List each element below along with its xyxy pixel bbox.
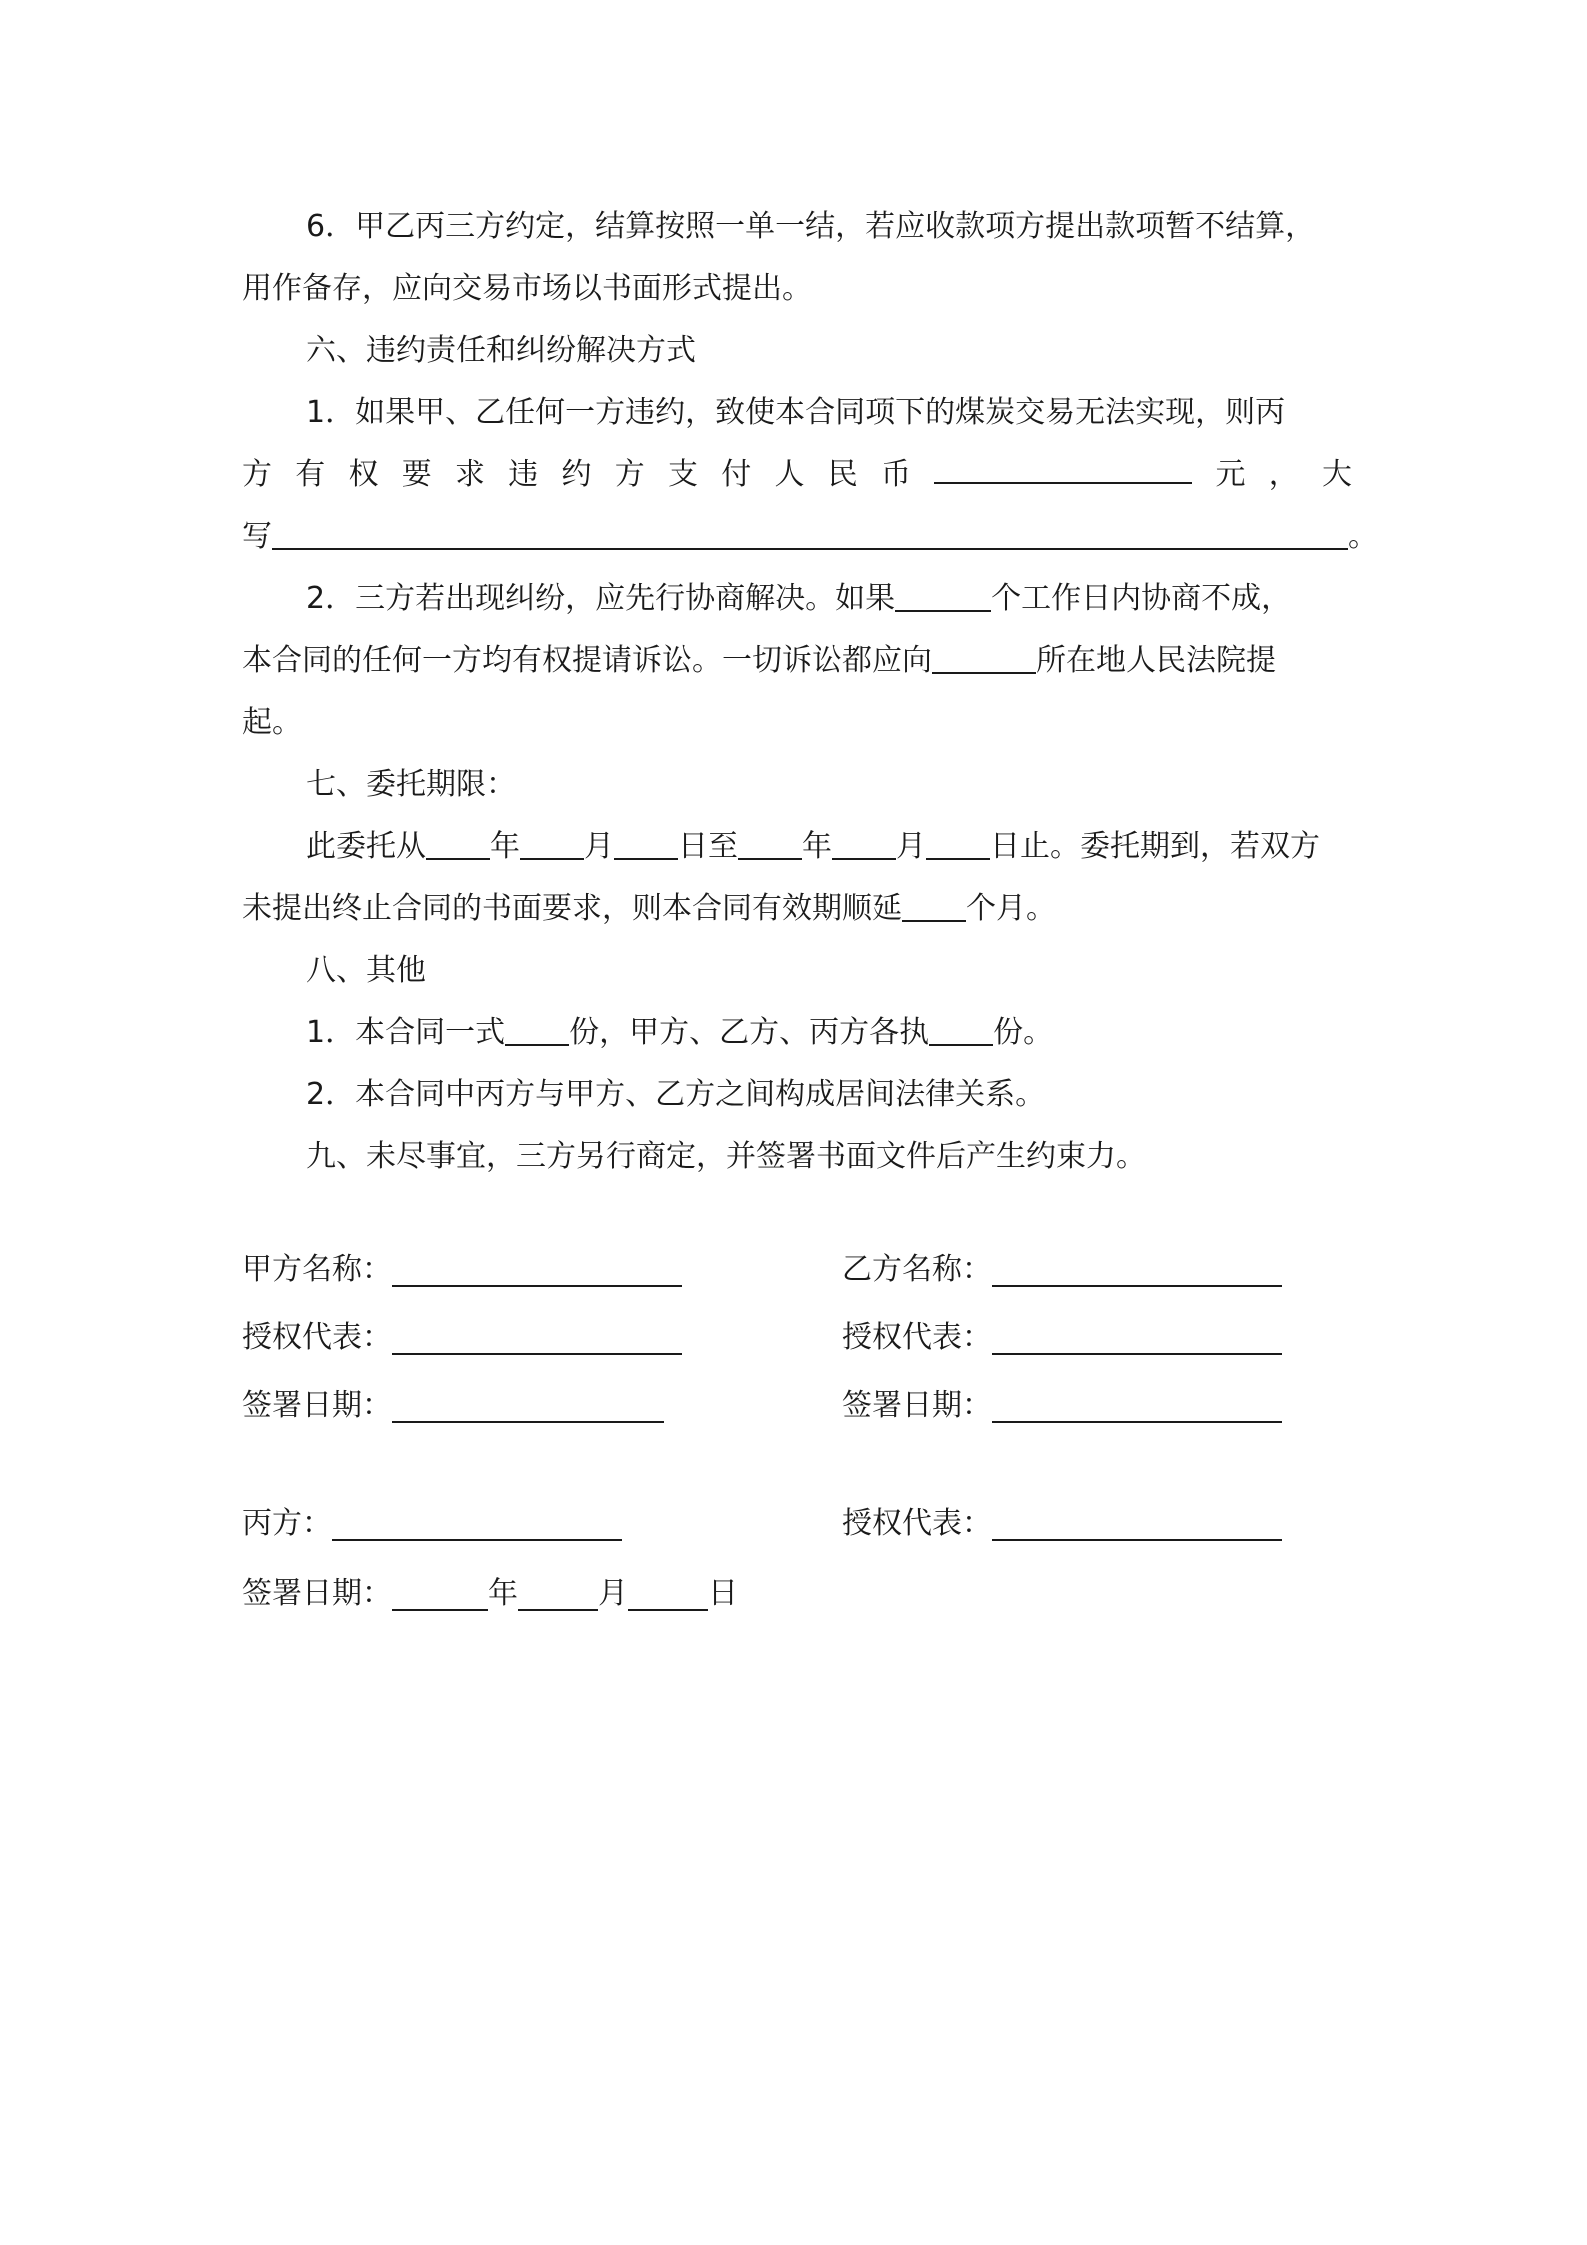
party-c-row — [242, 1502, 622, 1546]
section-7-text-renew: 未提出终止合同的书面要求，则本合同有效期顺延 — [242, 891, 902, 926]
start-month-blank[interactable] — [520, 822, 584, 860]
section-8-heading — [242, 940, 1352, 1002]
month-label: 月 — [896, 829, 926, 864]
spaced-char: 要 — [401, 457, 432, 492]
section-7-heading-text: 七、委托期限： — [306, 767, 516, 802]
para-6-line-1 — [242, 196, 1352, 258]
spaced-char: 人 — [774, 457, 805, 492]
party-c-month-blank[interactable] — [518, 1575, 598, 1611]
section-8-2 — [242, 1064, 1352, 1126]
section-7-line-2 — [242, 878, 1352, 940]
copies-total-blank[interactable] — [505, 1008, 569, 1046]
party-b-name-row — [842, 1248, 1282, 1292]
section-6-1-text: 1．如果甲、乙任何一方违约，致使本合同项下的煤炭交易无法实现，则丙 — [306, 395, 1286, 430]
para-6-line-2 — [242, 258, 1352, 320]
end-month-blank[interactable] — [832, 822, 896, 860]
spaced-char: 付 — [721, 457, 752, 492]
section-6-1-line-2 — [242, 444, 1352, 506]
spaced-char: 民 — [827, 457, 858, 492]
spaced-char: 有 — [295, 457, 326, 492]
daxie-label: 大 — [1322, 457, 1352, 492]
year-label: 年 — [802, 829, 832, 864]
section-7-heading — [242, 754, 1352, 816]
party-b-rep-label: 授权代表： — [842, 1320, 992, 1355]
working-days-blank[interactable] — [895, 574, 991, 612]
section-6-2-text-c: 本合同的任何一方均有权提请诉讼。一切诉讼都应向 — [242, 643, 932, 678]
section-6-2-line-1 — [242, 568, 1352, 630]
party-b-date-label: 签署日期： — [842, 1388, 992, 1423]
party-a-rep-label: 授权代表： — [242, 1320, 392, 1355]
section-6-2-text-a: 2．三方若出现纠纷，应先行协商解决。如果 — [306, 581, 896, 616]
party-a-name-blank[interactable] — [392, 1251, 682, 1287]
section-6-1-line-3 — [242, 506, 1378, 568]
start-day-blank[interactable] — [614, 822, 678, 860]
party-a-date-label: 签署日期： — [242, 1388, 392, 1423]
section-6-2-line-2 — [242, 630, 1352, 692]
section-6-heading-text: 六、违约责任和纠纷解决方式 — [306, 333, 696, 368]
party-b-date-blank[interactable] — [992, 1387, 1282, 1423]
party-c-rep-row — [842, 1502, 1282, 1546]
spaced-char: 币 — [881, 457, 911, 492]
yuan-label: 元 — [1215, 457, 1246, 492]
party-b-name-blank[interactable] — [992, 1251, 1282, 1287]
period: 。 — [1348, 519, 1378, 554]
year-label: 年 — [488, 1576, 518, 1611]
year-label: 年 — [490, 829, 520, 864]
para-6-text: 6．甲乙丙三方约定，结算按照一单一结，若应收款项方提出款项暂不结算， — [306, 209, 1316, 244]
spaced-char: 方 — [614, 457, 645, 492]
party-c-year-blank[interactable] — [392, 1575, 488, 1611]
end-day-blank[interactable] — [926, 822, 990, 860]
section-7-text-end: 日止。委托期到，若双方 — [990, 829, 1320, 864]
section-9-text: 九、未尽事宜，三方另行商定，并签署书面文件后产生约束力。 — [306, 1139, 1146, 1174]
para-6-text-cont: 用作备存，应向交易市场以书面形式提出。 — [242, 271, 812, 306]
section-8-1-text-a: 1．本合同一式 — [306, 1015, 506, 1050]
party-a-date-blank[interactable] — [392, 1387, 664, 1423]
xie-label: 写 — [242, 519, 272, 554]
section-7-line-1 — [242, 816, 1352, 878]
section-6-1-line-1 — [242, 382, 1352, 444]
section-7-text-a: 此委托从 — [306, 829, 426, 864]
section-6-heading — [242, 320, 1352, 382]
party-b-rep-blank[interactable] — [992, 1319, 1282, 1355]
spaced-char: 方 — [242, 457, 272, 492]
section-8-2-text: 2．本合同中丙方与甲方、乙方之间构成居间法律关系。 — [306, 1077, 1046, 1112]
party-c-rep-label: 授权代表： — [842, 1506, 992, 1541]
spaced-char: 违 — [508, 457, 539, 492]
penalty-amount-blank[interactable] — [934, 446, 1192, 484]
court-location-blank[interactable] — [932, 636, 1036, 674]
end-year-blank[interactable] — [738, 822, 802, 860]
section-8-1-text-b: 份，甲方、乙方、丙方各执 — [569, 1015, 930, 1050]
spaced-char: 权 — [348, 457, 379, 492]
party-c-blank[interactable] — [332, 1505, 622, 1541]
section-8-heading-text: 八、其他 — [306, 953, 426, 988]
month-label: 月 — [584, 829, 614, 864]
party-a-name-label: 甲方名称： — [242, 1252, 392, 1287]
party-b-date-row — [842, 1384, 1282, 1428]
party-a-date-row — [242, 1384, 664, 1428]
section-9 — [242, 1126, 1352, 1188]
spaced-char: 求 — [455, 457, 485, 492]
day-to-label: 日至 — [678, 829, 738, 864]
party-c-rep-blank[interactable] — [992, 1505, 1282, 1541]
penalty-amount-words-blank[interactable] — [272, 512, 1348, 550]
renewal-months-blank[interactable] — [902, 884, 966, 922]
party-b-name-label: 乙方名称： — [842, 1252, 992, 1287]
section-6-2-text-e: 起。 — [242, 705, 302, 740]
section-8-1-text-c: 份。 — [993, 1015, 1054, 1050]
start-year-blank[interactable] — [426, 822, 490, 860]
party-a-name-row — [242, 1248, 682, 1292]
party-a-rep-row — [242, 1316, 682, 1360]
section-6-2-text-b: 个工作日内协商不成， — [991, 581, 1292, 616]
party-c-day-blank[interactable] — [628, 1575, 708, 1611]
section-6-2-line-3 — [242, 692, 1352, 754]
months-label: 个月。 — [966, 891, 1056, 926]
contract-page — [242, 196, 1378, 1188]
section-8-1 — [242, 1002, 1352, 1064]
spaced-char: 支 — [668, 457, 698, 492]
party-c-label: 丙方： — [242, 1506, 332, 1541]
day-label: 日 — [708, 1576, 738, 1611]
party-c-date-label: 签署日期： — [242, 1576, 392, 1611]
party-c-date-row — [242, 1572, 738, 1616]
party-a-rep-blank[interactable] — [392, 1319, 682, 1355]
comma: ， — [1268, 457, 1299, 492]
month-label: 月 — [598, 1576, 628, 1611]
section-6-2-text-d: 所在地人民法院提 — [1036, 643, 1276, 678]
spaced-char: 约 — [561, 457, 592, 492]
party-b-rep-row — [842, 1316, 1282, 1360]
copies-each-blank[interactable] — [929, 1008, 993, 1046]
